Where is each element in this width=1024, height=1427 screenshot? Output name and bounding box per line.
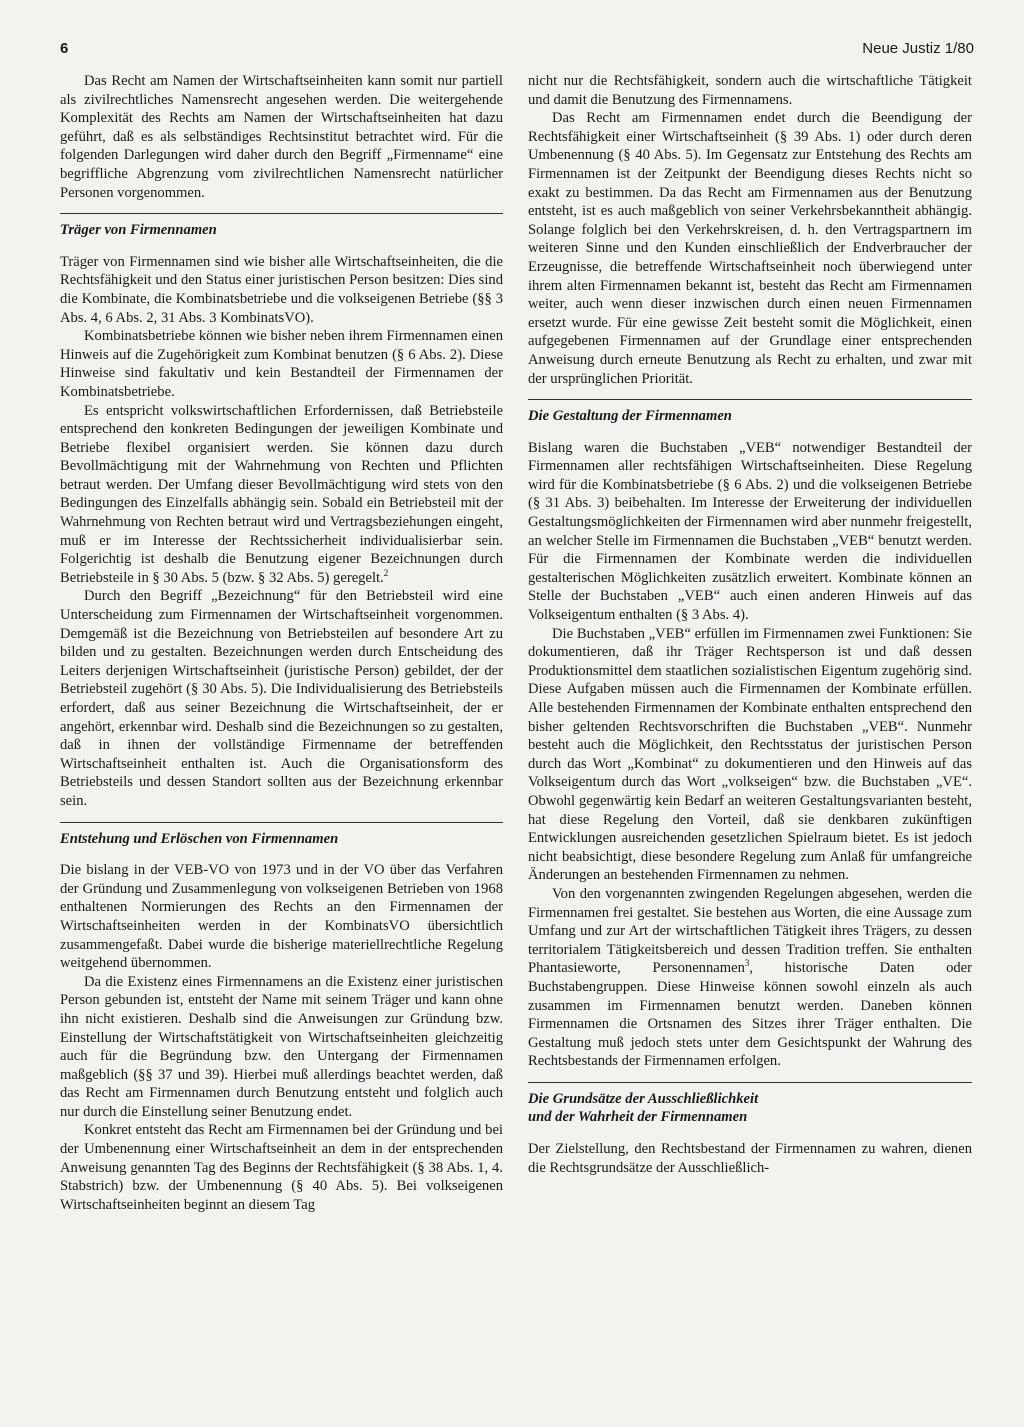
right-column (528, 72, 972, 1177)
paragraph: Der Zielstellung, den Rechtsbestand der Firmennamen zu wahren, dienen die Rechtsgrundsätze der Ausschließlich- (528, 1141, 972, 1176)
section-heading-gestaltung: Die Gestaltung der Firmennamen (528, 408, 732, 425)
paragraph: Die bislang in der VEB-VO von 1973 und in der VO über das Verfahren der Gründung und Zusammenlegung von volkseigenen Betrieben von 1968 enthaltenen Normierungen des Rechts an den Firmennamen der Wirtschaftseinheiten werden in der KombinatsVO übersichtlich zusammengefaßt. Dabei wurde die bisherige materiellrechtliche Regelung weitgehend übernommen. (60, 862, 503, 972)
paragraph (528, 885, 972, 1071)
section-divider (60, 213, 503, 214)
section-heading-entstehung: Entstehung und Erlöschen von Firmennamen (60, 830, 339, 847)
page-number: 6 (60, 40, 69, 57)
paragraph: Konkret entsteht das Recht am Firmennamen bei der Gründung und bei der Umbenennung einer Wirtschaftseinheit an dem in der entsprechenden Anweisung genannten Tag des Beginns der Rechtsfähigkeit (§ 38 Abs. 1, 4. Stabstrich) bzw. der Umbenennung (§ 40 Abs. 5). Bei volkseigenen Wirtschaftseinheiten beginnt an diesem Tag (60, 1122, 503, 1213)
footnote-ref: 3 (744, 958, 750, 969)
left-column (60, 72, 503, 1214)
footnote-ref: 2 (383, 567, 389, 578)
paragraph: Träger von Firmennamen sind wie bisher alle Wirtschaftseinheiten, die die Rechtsfähigkeit und den Status einer juristischen Person besitzen: Dies sind die Kombinate, die Kombinatsbetriebe und die volkseigenen Betriebe (§§ 3 Abs. 4, 6 Abs. 2, 31 Abs. 3 KombinatsVO). (60, 253, 503, 326)
heading-line: Die Grundsätze der Ausschließlichkeit (528, 1090, 759, 1107)
paragraph: Die Buchstaben „VEB“ erfüllen im Firmennamen zwei Funktionen: Sie dokumentieren, daß ihr Träger Rechtsperson ist und daß dessen Produktionsmittel dem staatlichen sozialistischen Eigentum zugehörig sind. Diese Aufgaben müssen auch die Firmennamen der Kombinate erfüllen. Alle bestehenden Firmennamen der Kombinate enthalten entsprechend den bisher geltenden Rechtsvorschriften die Buchstaben „VEB“. Nunmehr besteht auch die Möglichkeit, den Rechtsstatus der juristischen Person durch das Wort „Kombinat“ zu dokumentieren und den Hinweis auf das Volkseigentum durch das Wort „volkseigen“ bzw. die Buchstaben „VE“. Obwohl gegenwärtig kein Bedarf an weiteren Gestaltungsvarianten besteht, hat diese Regelung den Vorteil, daß sie denkbaren zukünftigen Entwicklungen ausreichenden gesetzlichen Spielraum bietet. Es ist jedoch nicht beabsichtigt, diese besondere Regelung zum Anlaß für umfangreiche Änderungen an bestehenden Firmennamen zu nehmen. (528, 625, 972, 884)
paragraph-text: Von den vorgenannten zwingenden Regelungen abgesehen, werden die Firmennamen frei gestaltet. Sie bestehen aus Worten, die eine Aussage zum Umfang und zur Art der wirtschaftlichen Tätigkeit ihres Trägers, zu dessen territorialem Tätigkeitsbereich und dessen Tradition treffen. Sie enthalten Phantasieworte, Personennamen (528, 885, 972, 977)
paragraph: nicht nur die Rechtsfähigkeit, sondern auch die wirtschaftliche Tätigkeit und damit die Benutzung des Firmennamens. (528, 73, 972, 108)
paragraph-text: Es entspricht volkswirtschaftlichen Erfordernissen, daß Betriebsteile entsprechend den konkreten Bedingungen der jeweiligen Kombinate und Betriebe flexibel organisiert werden. Sie können dazu durch Bevollmächtigung mit der Wahrnehmung von Rechten und Pflichten betraut werden. Der Umfang dieser Bevollmächtigung wird stets von den Bedingungen des Einzelfalls abhängig sein. Sobald ein Betriebsteil mit der Wahrnehmung von Rechten betraut wird und Vertragsbeziehungen eingeht, muß er im Interesse der Rechtssicherheit individualisierbar sein. Folgerichtig ist deshalb die Benutzung eigener Bezeichnungen durch Betriebsteile in § 30 Abs. 5 (bzw. § 32 Abs. 5) geregelt. (60, 402, 503, 586)
paragraph: Das Recht am Firmennamen endet durch die Beendigung der Rechtsfähigkeit einer Wirtschaftseinheit (§ 39 Abs. 1) oder durch deren Umbenennung (§ 40 Abs. 5). Im Gegensatz zur Entstehung des Rechts am Firmennamen ist der Zeitpunkt der Beendigung dieses Rechts nicht so exakt zu bestimmen. Da das Recht am Firmennamen aus der Benutzung entsteht, ist es auch maßgeblich von seiner Verkehrsbekanntheit abhängig. Solange folglich bei den Verkehrskreisen, d. h. den Vertragspartnern im weiteren Sinne und den Kunden einschließlich der Endverbraucher der Erzeugnisse, die betreffende Wirtschaftseinheit noch überwiegend unter ihrem alten Firmennamen bekannt ist, besteht das Recht am Firmennamen weiter, auch wenn dieser inzwischen durch einen neuen Firmennamen ersetzt wurde. Für eine gewisse Zeit besteht somit die Möglichkeit, einen aufgegebenen Firmennamen auf der Grundlage einer entsprechenden Anweisung durch erneute Benutzung als Recht zu erhalten, und zwar mit der ursprünglichen Priorität. (528, 110, 972, 387)
paragraph-text: , historische Daten oder Buchstabengruppen. Diese Hinweise können sowohl einzeln als auch zusammen im Firmennamen benutzt werden. Daneben können Firmennamen die Ortsnamen des Sitzes ihrer Träger enthalten. Die Gestaltung muß jedoch stets unter dem Gesichtspunkt der Wahrung des Rechtsbestands der Firmennamen erfolgen. (528, 960, 972, 1070)
paragraph (60, 402, 503, 588)
section-divider (528, 1082, 972, 1083)
journal-reference: Neue Justiz 1/80 (862, 40, 974, 57)
section-heading-traeger: Träger von Firmennamen (60, 222, 217, 239)
paragraph: Kombinatsbetriebe können wie bisher neben ihrem Firmennamen einen Hinweis auf die Zugehörigkeit zum Kombinat benutzen (§ 6 Abs. 2). Diese Hinweise sind fakultativ und kein Bestandteil der Firmennamen der Kombinatsbetriebe. (60, 328, 503, 400)
page-header (60, 40, 974, 60)
paragraph: Da die Existenz eines Firmennamens an die Existenz einer juristischen Person gebunden ist, entsteht der Name mit seinem Träger und kann ohne ihn nicht existieren. Deshalb sind die Anweisungen zur Gründung bzw. Einstellung der Wirtschaftstätigkeit von Wirtschaftseinheiten gleichzeitig auch für die Begründung bzw. den Untergang der Firmennamen maßgeblich (§§ 37 und 39). Hierbei muß allerdings beachtet werden, daß das Recht am Firmennamen durch Benutzung entsteht und folglich auch nur durch die Einstellung seiner Benutzung endet. (60, 973, 503, 1120)
section-divider (60, 822, 503, 823)
section-divider (528, 399, 972, 400)
paragraph: Durch den Begriff „Bezeichnung“ für den Betriebsteil wird eine Unterscheidung zum Firmennamen der Wirtschaftseinheit vorgenommen. Demgemäß ist die Bezeichnung von Betriebsteilen auf besondere Art zu bilden und zu gestalten. Bezeichnungen werden durch Entscheidung des Leiters derjenigen Wirtschaftseinheit (juristische Person) gebildet, der der Betriebsteil zugehört (§ 30 Abs. 5). Die Individualisierung des Betriebsteils erfordert, daß aus seiner Bezeichnung die Wirtschaftseinheit, der er angehört, erkennbar wird. Deshalb sind die Bezeichnungen so zu gestalten, daß in ihnen der vollständige Firmenname der betreffenden Wirtschaftseinheit enthalten ist. Auch die Organisationsform des Betriebsteils und dessen Standort sollten aus der Bezeichnung erkennbar sein. (60, 588, 503, 809)
paragraph: Das Recht am Namen der Wirtschaftseinheiten kann somit nur partiell als zivilrechtliches Namensrecht angesehen werden. Die weitergehende Komplexität des Rechts am Namen der Wirtschaftseinheiten hat dazu geführt, daß es als selbständiges Rechtsinstitut betrachtet wird. Für die folgenden Darlegungen wird daher durch den Begriff „Firmenname“ eine begriffliche Abgrenzung vom zivilrechtlichen Namensrecht natürlicher Personen vorgenommen. (60, 73, 503, 201)
paragraph: Bislang waren die Buchstaben „VEB“ notwendiger Bestandteil der Firmennamen aller rechtsfähigen Wirtschaftseinheiten. Diese Regelung wird für die Kombinatsbetriebe (§ 6 Abs. 2) und die volkseigenen Betriebe (§ 31 Abs. 3) beibehalten. Im Interesse der Erweiterung der individuellen Gestaltungsmöglichkeiten der Firmennamen wird aber nunmehr freigestellt, an welcher Stelle im Firmennamen die Buchstaben „VEB“ benutzt werden. Für die Firmennamen der Kombinate werden die individuellen gestalterischen Möglichkeiten zusätzlich erweitert. Kombinate können an Stelle der Buchstaben „VEB“ auch einen anderen Hinweis auf das Volkseigentum enthalten (§ 3 Abs. 4). (528, 439, 972, 624)
section-heading-grundsaetze (528, 1090, 972, 1127)
heading-line: und der Wahrheit der Firmennamen (528, 1109, 748, 1126)
